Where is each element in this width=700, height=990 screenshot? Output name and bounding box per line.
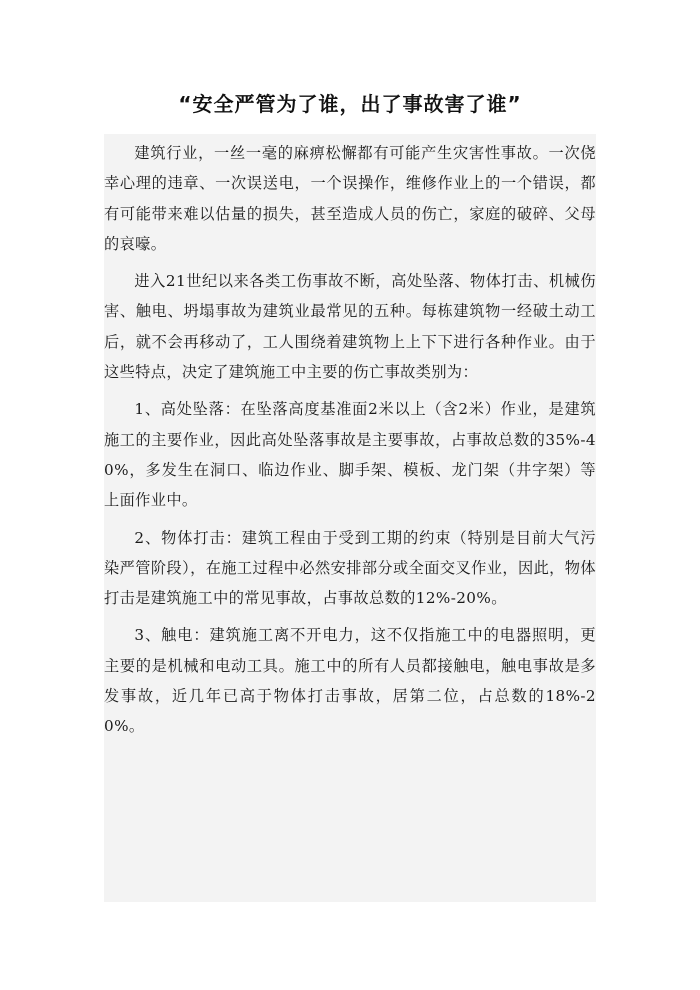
document-body bbox=[104, 134, 596, 902]
paragraph-electric-shock: 3、触电：建筑施工离不开电力，这不仅指施工中的电器照明，更主要的是机械和电动工具。施工中的所有人员都接触电，触电事故是多发事故，近几年已高于物体打击事故，居第二位，占总数的18%-20%。 bbox=[104, 626, 596, 736]
paragraph-fall-from-height: 1、高处坠落：在坠落高度基准面2米以上（含2米）作业，是建筑施工的主要作业，因此高处坠落事故是主要事故，占事故总数的35%-40%，多发生在洞口、临边作业、脚手架、模板、龙门架（井字架）等上面作业中。 bbox=[104, 400, 596, 510]
paragraph-accident-types: 进入21世纪以来各类工伤事故不断，高处坠落、物体打击、机械伤害、触电、坍塌事故为建筑业最常见的五种。每栋建筑物一经破土动工后，就不会再移动了，工人围绕着建筑物上上下下进行各种作业。由于这些特点，决定了建筑施工中主要的伤亡事故类别为： bbox=[104, 272, 596, 382]
document-title: “安全严管为了谁，出了事故害了谁” bbox=[178, 92, 522, 116]
paragraph-intro: 建筑行业，一丝一毫的麻痹松懈都有可能产生灾害性事故。一次侥幸心理的违章、一次误送电，一个误操作，维修作业上的一个错误，都有可能带来难以估量的损失，甚至造成人员的伤亡，家庭的破碎、父母的哀嚎。 bbox=[104, 144, 596, 253]
paragraph-object-strike: 2、物体打击：建筑工程由于受到工期的约束（特别是目前大气污染严管阶段），在施工过程中必然安排部分或全面交叉作业，因此，物体打击是建筑施工中的常见事故，占事故总数的12%-20%。 bbox=[104, 528, 596, 608]
